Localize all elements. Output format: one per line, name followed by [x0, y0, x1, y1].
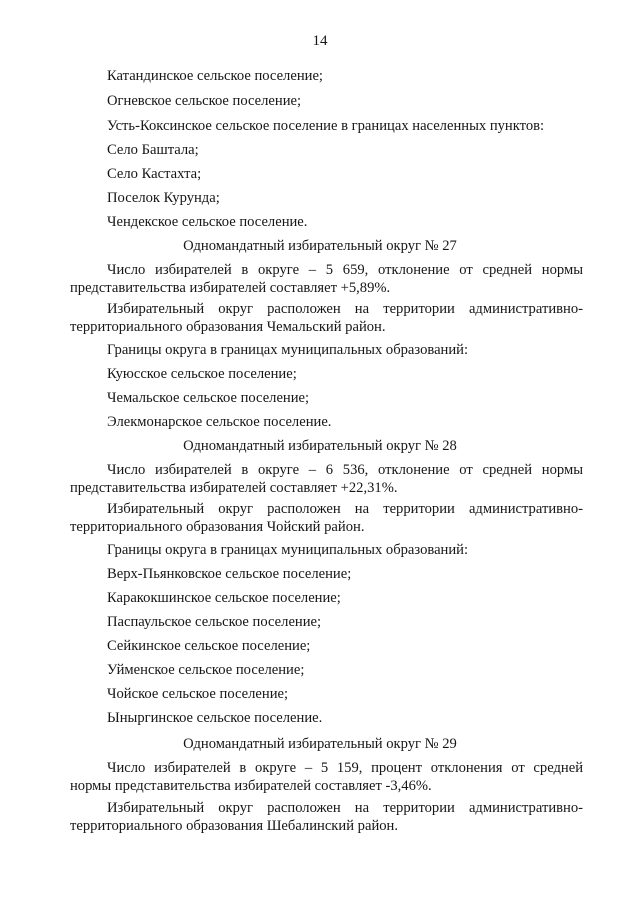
- settlement-line: Село Кастахта;: [107, 166, 202, 182]
- district-29-voters: [70, 759, 583, 795]
- paragraph-line: территориального образования Чойский район.: [70, 519, 365, 535]
- paragraph-line: Число избирателей в округе – 5 659, отклонение от средней нормы: [107, 262, 583, 278]
- paragraph-line: нормы представительства избирателей составляет -3,46%.: [70, 778, 432, 794]
- district-27-territory: [70, 300, 583, 336]
- district-29-heading: Одномандатный избирательный округ № 29: [183, 736, 457, 752]
- settlement-line: Огневское сельское поселение;: [107, 93, 302, 109]
- paragraph-line: Избирательный округ расположен на территории административно-: [107, 501, 583, 517]
- paragraph-line: Число избирателей в округе – 6 536, отклонение от средней нормы: [107, 462, 583, 478]
- settlement-line: Чойское сельское поселение;: [107, 686, 289, 702]
- settlement-line: Поселок Курунда;: [107, 190, 220, 206]
- paragraph-line: территориального образования Шебалинский район.: [70, 818, 399, 834]
- district-28-territory: [70, 500, 583, 536]
- paragraph-line: представительства избирателей составляет +22,31%.: [70, 480, 398, 496]
- paragraph-line: Избирательный округ расположен на территории административно-: [107, 800, 583, 816]
- district-27-voters: [70, 261, 583, 297]
- district-28-voters: [70, 461, 583, 497]
- district-27-heading: Одномандатный избирательный округ № 27: [183, 238, 457, 254]
- settlement-line: Элекмонарское сельское поселение.: [107, 414, 332, 430]
- settlement-line: Ыныргинское сельское поселение.: [107, 710, 323, 726]
- settlement-line: Куюсское сельское поселение;: [107, 366, 297, 382]
- borders-label: Границы округа в границах муниципальных образований:: [107, 342, 469, 358]
- settlement-line: Село Баштала;: [107, 142, 199, 158]
- paragraph-line: Число избирателей в округе – 5 159, процент отклонения от средней: [107, 760, 583, 776]
- settlement-line: Чемальское сельское поселение;: [107, 390, 310, 406]
- settlement-line: Чендекское сельское поселение.: [107, 214, 308, 230]
- page-number: 14: [312, 33, 328, 49]
- paragraph-line: территориального образования Чемальский район.: [70, 319, 386, 335]
- settlement-line: Каракокшинское сельское поселение;: [107, 590, 341, 606]
- paragraph-line: Избирательный округ расположен на территории административно-: [107, 301, 583, 317]
- district-29-territory: [70, 799, 583, 835]
- settlement-line: Сейкинское сельское поселение;: [107, 638, 311, 654]
- settlement-line: Уйменское сельское поселение;: [107, 662, 305, 678]
- borders-label: Границы округа в границах муниципальных образований:: [107, 542, 469, 558]
- settlement-line: Усть-Коксинское сельское поселение в границах населенных пунктов:: [107, 118, 545, 134]
- paragraph-line: представительства избирателей составляет +5,89%.: [70, 280, 391, 296]
- settlement-line: Катандинское сельское поселение;: [107, 68, 323, 84]
- district-28-heading: Одномандатный избирательный округ № 28: [183, 438, 457, 454]
- settlement-line: Верх-Пьянковское сельское поселение;: [107, 566, 352, 582]
- settlement-line: Паспаульское сельское поселение;: [107, 614, 322, 630]
